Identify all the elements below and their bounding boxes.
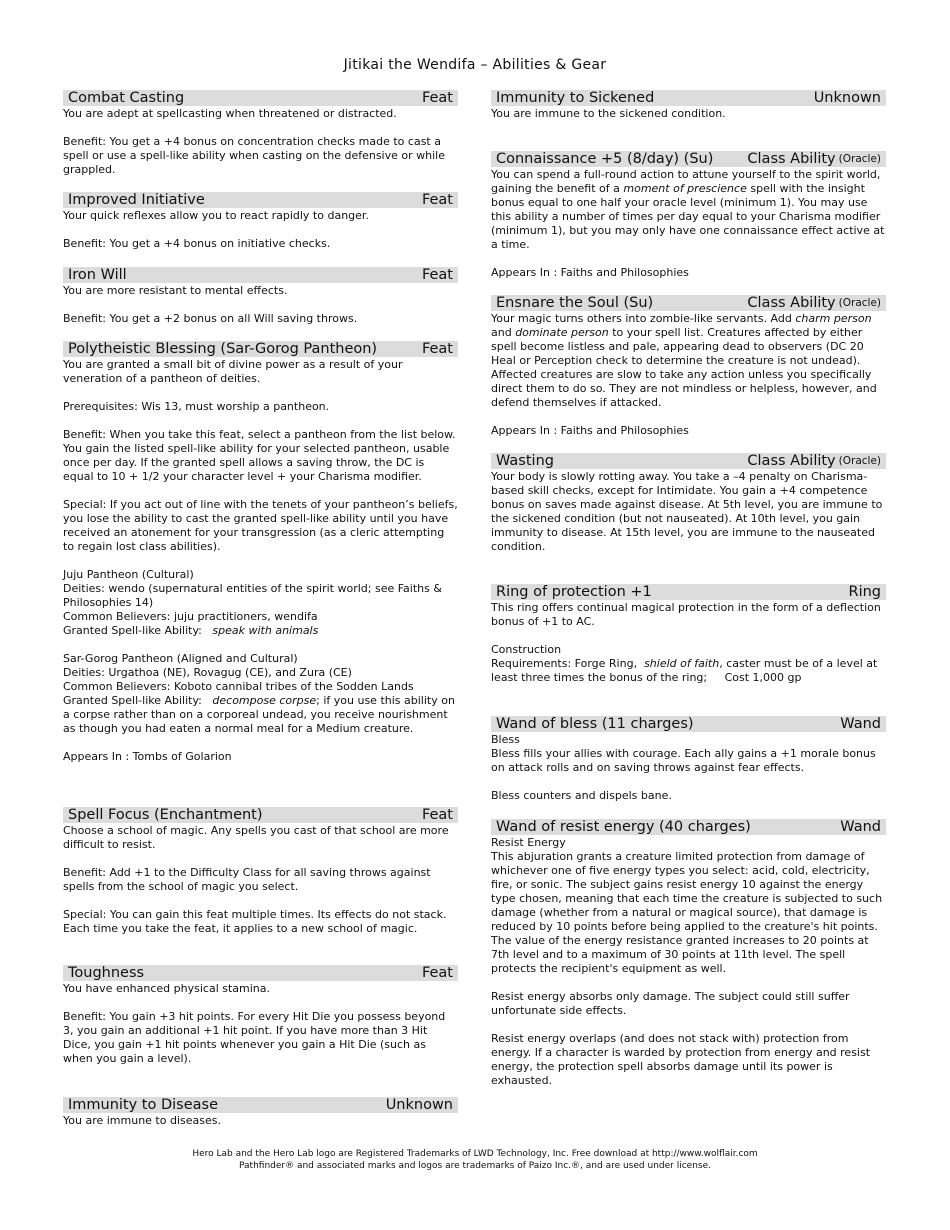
page-title: Jitikai the Wendifa – Abilities & Gear: [343, 57, 607, 73]
spell-name: moment of prescience: [623, 182, 747, 195]
entry-text: Your quick reflexes allow you to react rapidly to danger.: [63, 209, 369, 222]
entry-name: Immunity to Sickened: [496, 90, 655, 106]
entry-name: Connaissance +5 (8/day) (Su): [496, 151, 714, 167]
entry-text: Resist energy overlaps (and does not stack with) protection from energy. If a character is warded by protection from energy and resist energy, the protection spell absorbs damage until its power is exhausted.: [491, 1032, 871, 1087]
entry-name: Spell Focus (Enchantment): [68, 807, 263, 823]
granted-detail: ; if you use this ability on a corpse rather than on a corporeal undead, you receive nourishment as though you had eaten a normal meal for a Medium creature.: [63, 694, 455, 735]
sar-gorog-pantheon: [63, 652, 458, 736]
entry-body: [63, 209, 458, 251]
entry-type: Unknown: [813, 90, 881, 106]
cost: Cost 1,000 gp: [724, 671, 802, 684]
entry-header: [491, 90, 886, 106]
entry-text: Benefit: Add +1 to the Difficulty Class for all saving throws against spells from the school of magic you select.: [63, 866, 431, 893]
entry-header: [63, 1097, 458, 1113]
entry-name: Iron Will: [68, 267, 127, 283]
entry-subtype: (Oracle): [838, 455, 881, 467]
spell-title: Resist Energy: [491, 836, 566, 849]
entry-header: [63, 192, 458, 208]
entry-type: Feat: [421, 192, 453, 208]
entry-ensnare-the-soul: [491, 295, 886, 438]
entry-wand-of-resist-energy: [491, 819, 886, 1088]
entry-text: Benefit: You gain +3 hit points. For every Hit Die you possess beyond 3, you gain an additional +1 hit point. If you have more than 3 Hit Dice, you gain +1 hit points whenever you gain a Hit Die (such as when you gain a level).: [63, 1010, 446, 1065]
entry-text: You have enhanced physical stamina.: [63, 982, 271, 995]
appears-in: Appears In : Faiths and Philosophies: [491, 266, 689, 279]
entry-text: [491, 836, 886, 976]
entry-name: Ensnare the Soul (Su): [496, 295, 654, 311]
requirements-label: Requirements: Forge Ring,: [491, 657, 638, 670]
prerequisites: Prerequisites: Wis 13, must worship a pantheon.: [63, 400, 330, 413]
entry-header: [63, 90, 458, 106]
entry-text: Bless counters and dispels bane.: [491, 789, 672, 802]
entry-immunity-to-sickened: [491, 90, 886, 121]
entry-body: [491, 312, 886, 438]
entry-type: Class Ability: [747, 295, 836, 311]
text-run: Bless fills your allies with courage. Each ally gains a +1 morale bonus on attack rolls and on saving throws against fear effects.: [491, 747, 876, 774]
pantheon-believers: Common Believers: Koboto cannibal tribes of the Sodden Lands: [63, 680, 414, 693]
entry-text: Special: You can gain this feat multiple times. Its effects do not stack. Each time you take the feat, it applies to a new school of magic.: [63, 908, 447, 935]
entry-text: Your body is slowly rotting away. You take a –4 penalty on Charisma-based skill checks, except for Intimidate. You gain a +4 competence bonus on saves made against disease. At 5th level, you are immune to the sickened condition (but not nauseated). At 10th level, you gain immunity to disease. At 15th level, you are immune to the nauseated condition.: [491, 470, 883, 553]
entry-type: Feat: [421, 267, 453, 283]
pantheon-deities: Deities: Urgathoa (NE), Rovagug (CE), and Zura (CE): [63, 666, 352, 679]
granted-label: Granted Spell-like Ability:: [63, 694, 202, 707]
entry-body: [491, 470, 886, 554]
entry-header: [491, 453, 886, 469]
entry-body: [491, 733, 886, 803]
entry-iron-will: [63, 267, 458, 326]
entry-name: Wand of bless (11 charges): [496, 716, 694, 732]
entry-ring-of-protection: [491, 584, 886, 685]
entry-type: Feat: [421, 807, 453, 823]
entry-text: This ring offers continual magical protection in the form of a deflection bonus of +1 to AC.: [491, 601, 881, 628]
entry-type: Ring: [848, 584, 881, 600]
entry-text: Benefit: You get a +2 bonus on all Will saving throws.: [63, 312, 358, 325]
entry-header: [491, 295, 886, 311]
pantheon-title: Sar-Gorog Pantheon (Aligned and Cultural): [63, 652, 298, 665]
pantheon-title: Juju Pantheon (Cultural): [63, 568, 194, 581]
footer-line: Pathfinder® and associated marks and logos are trademarks of Paizo Inc.®, and are used under license.: [239, 1161, 711, 1171]
entry-type: Feat: [421, 90, 453, 106]
entry-body: [63, 1114, 458, 1128]
entry-toughness: [63, 965, 458, 1066]
entry-name: Toughness: [68, 965, 145, 981]
entry-text: You are immune to diseases.: [63, 1114, 221, 1127]
spell-name: shield of faith: [644, 657, 720, 670]
entry-body: [63, 284, 458, 326]
footer: [0, 1148, 950, 1172]
entry-subtype: (Oracle): [838, 297, 881, 309]
entry-text: You are adept at spellcasting when threatened or distracted.: [63, 107, 397, 120]
entry-type: Wand: [840, 716, 881, 732]
entry-connaissance: [491, 151, 886, 280]
entry-body: [63, 824, 458, 936]
entry-type: Unknown: [385, 1097, 453, 1113]
entry-type: Class Ability: [747, 453, 836, 469]
entry-immunity-to-disease: [63, 1097, 458, 1128]
entry-wasting: [491, 453, 886, 554]
entry-body: [63, 982, 458, 1066]
spell-title: Bless: [491, 733, 520, 746]
spell-name: charm person: [795, 312, 872, 325]
entry-type: Class Ability: [747, 151, 836, 167]
granted-spell: decompose corpse: [212, 694, 317, 707]
appears-in: Appears In : Faiths and Philosophies: [491, 424, 689, 437]
pantheon-deities: Deities: wendo (supernatural entities of the spirit world; see Faiths & Philosophies 14): [63, 582, 442, 609]
text-run: , caster must be of a level at least three times the bonus of the ring;: [491, 657, 878, 684]
entry-name: Combat Casting: [68, 90, 185, 106]
juju-pantheon: [63, 568, 458, 638]
entry-name: Improved Initiative: [68, 192, 205, 208]
entry-text: Benefit: When you take this feat, select a pantheon from the list below. You gain the listed spell-like ability for your selected pantheon, usable once per day. If the granted spell allows a saving throw, the DC is equal to 10 + 1/2 your character level + your Charisma modifier.: [63, 428, 456, 483]
entry-header: [63, 341, 458, 357]
granted-label: Granted Spell-like Ability:: [63, 624, 202, 637]
entry-type: Feat: [421, 965, 453, 981]
text-run: spell with the insight bonus equal to one half your oracle level (minimum 1). You may use this ability a number of times per day equal to your Charisma modifier (minimum 1), but you may only have one connaissance effect active at a time.: [491, 182, 885, 251]
entry-header: [491, 151, 886, 167]
entry-name: Immunity to Disease: [68, 1097, 219, 1113]
entry-subtype: (Oracle): [838, 153, 881, 165]
construction: [491, 643, 886, 685]
entry-header: [63, 807, 458, 823]
entry-name: Polytheistic Blessing (Sar-Gorog Pantheon): [68, 341, 378, 357]
entry-improved-initiative: [63, 192, 458, 251]
entry-text: Benefit: You get a +4 bonus on initiative checks.: [63, 237, 331, 250]
footer-line: Hero Lab and the Hero Lab logo are Registered Trademarks of LWD Technology, Inc. Free download at http://www.wolflair.com: [192, 1149, 758, 1159]
entry-text: Benefit: You get a +4 bonus on concentration checks made to cast a spell or use a spell-like ability when casting on the defensive or while grappled.: [63, 135, 445, 176]
entry-header: [491, 819, 886, 835]
entry-body: [491, 168, 886, 280]
entry-body: [491, 601, 886, 685]
entry-text: Special: If you act out of line with the tenets of your pantheon’s beliefs, you lose the ability to cast the granted spell-like ability until you have received an atonement for your transgression (as a cleric attempting to regain lost class abilities).: [63, 498, 458, 553]
text-run: and: [491, 326, 512, 339]
entry-wand-of-bless: [491, 716, 886, 803]
entry-name: Wand of resist energy (40 charges): [496, 819, 751, 835]
entry-body: [63, 358, 458, 764]
granted-spell: speak with animals: [212, 624, 319, 637]
construction-label: Construction: [491, 643, 562, 656]
entry-text: You are more resistant to mental effects.: [63, 284, 288, 297]
entry-header: [491, 584, 886, 600]
entry-type: Wand: [840, 819, 881, 835]
text-run: Your magic turns others into zombie-like servants. Add: [491, 312, 792, 325]
entry-text: You are granted a small bit of divine power as a result of your veneration of a pantheon of deities.: [63, 358, 403, 385]
entry-header: [63, 267, 458, 283]
entry-text: [491, 312, 886, 410]
entry-body: [491, 107, 886, 121]
text-run: This abjuration grants a creature limited protection from damage of whichever one of five energy types you select: acid, cold, electricity, fire, or sonic. The subject gains resist energy 10 against the energy type chosen, meaning that each time the creature is subjected to such damage (whether from a natural or magical source), that damage is reduced by 10 points before being applied to the creature's hit points. The value of the energy resistance granted increases to 20 points at 7th level and to a maximum of 30 points at 11th level. The spell protects the recipient's equipment as well.: [491, 850, 883, 975]
pantheon-believers: Common Believers: juju practitioners, wendifa: [63, 610, 318, 623]
entry-body: [63, 107, 458, 177]
entry-text: [491, 733, 886, 775]
text-run: You can spend a full-round action to attune yourself to the spirit world, gaining the benefit of a: [491, 168, 881, 195]
entry-text: [491, 168, 886, 252]
text-run: to your spell list. Creatures affected by either spell become listless and pale, appearing dead to observers (DC 20 Heal or Perception check to determine the creature is not undead). Affected creatures are slow to take any action unless you specifically direct them to do so. They are not mindless or helpless, however, and defend themselves if attacked.: [491, 326, 877, 409]
entry-header: [491, 716, 886, 732]
spell-name: dominate person: [515, 326, 609, 339]
entry-name: Wasting: [496, 453, 554, 469]
entry-text: Choose a school of magic. Any spells you cast of that school are more difficult to resist.: [63, 824, 449, 851]
appears-in: Appears In : Tombs of Golarion: [63, 750, 232, 763]
entry-spell-focus: [63, 807, 458, 936]
entry-type: Feat: [421, 341, 453, 357]
entry-header: [63, 965, 458, 981]
entry-polytheistic-blessing: [63, 341, 458, 764]
entry-combat-casting: [63, 90, 458, 177]
entry-name: Ring of protection +1: [496, 584, 652, 600]
entry-text: Resist energy absorbs only damage. The subject could still suffer unfortunate side effects.: [491, 990, 850, 1017]
entry-text: You are immune to the sickened condition.: [491, 107, 726, 120]
entry-body: [491, 836, 886, 1088]
